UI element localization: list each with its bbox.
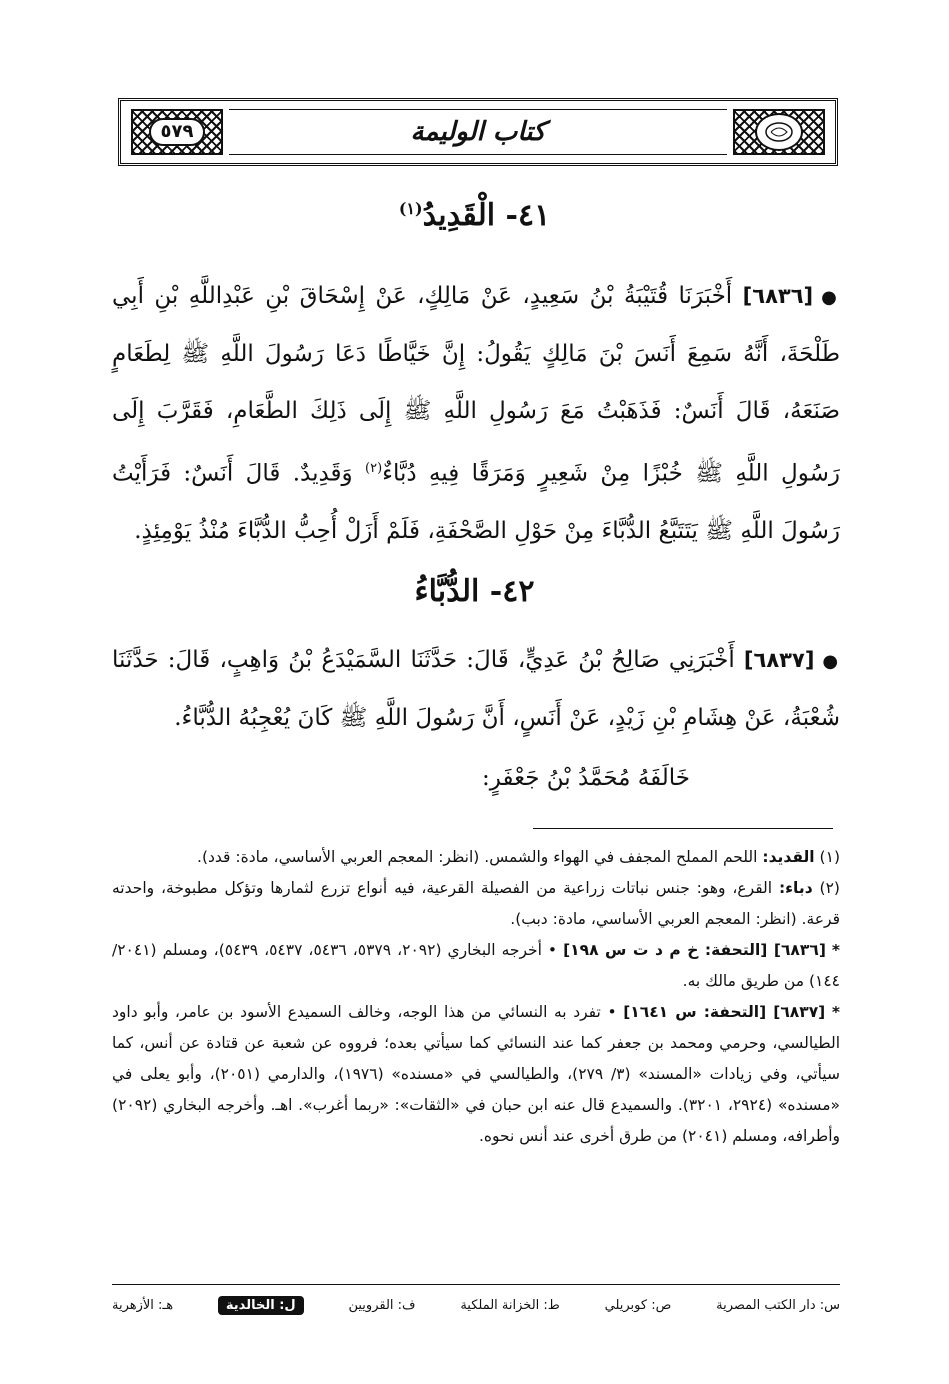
footnote-text: اللحم المملح المجفف في الهواء والشمس. (انظر: المعجم العربي الأساسي، مادة: قدد). [197,848,763,866]
section-heading-text: ٤١- الْقَدِيدُ [422,198,551,233]
page-number: ٥٧٩ [149,118,206,146]
legend-lam: ل: الخالدية [218,1296,304,1315]
section-heading-text: ٤٢- الدُّبَّاءُ [414,574,535,609]
takhrij-text: • تفرد به النسائي من هذا الوجه، وخالف السميدع الأسود بن عامر، وأبو داود الطيالسي، وحرمي ومحمد بن جعفر كما عند النسائي كما سيأتي بعده؛ فرووه عن شعبة عن قتادة عن أنس، كما سيأتي، وفي زيادات «المسند» (٣/ ٢٧٩)، والطيالسي في «مسنده» (١٩٧٦)، والدارمي (٢٠٥١)، وأبو يعلى في «مسنده» (٢٩٢٤، ٣٢٠١). والسميدع قال عنه ابن حبان في «الثقات»: «ربما أغرب». اهـ. وأخرجه البخاري (٢٠٩٢) وأطرافه، ومسلم (٢٠٤١) من طرق أخرى عند أنس نحوه. [112,1003,840,1145]
logo-emblem-icon [764,121,794,143]
section-heading-41 [0,198,949,233]
asterisk-icon: * [831,941,841,959]
legend-s: س: دار الكتب المصرية [716,1298,840,1313]
hadith-text: أَخْبَرَنَا قُتَيْبَةُ بْنُ سَعِيدٍ، عَنْ مَالِكٍ، عَنْ إِسْحَاقَ بْنِ عَبْدِاللَّهِ بْنِ أَبِي طَلْحَةَ، أَنَّهُ سَمِعَ أَنَسَ بْنَ مَالِكٍ يَقُولُ: إِنَّ خَيَّاطًا دَعَا رَسُولَ اللَّهِ ﷺ لِطَعَامٍ صَنَعَهُ، قَالَ أَنَسٌ: فَذَهَبْتُ مَعَ رَسُولِ اللَّهِ ﷺ إِلَى ذَلِكَ الطَّعَامِ، فَقَرَّبَ إِلَى رَسُولِ اللَّهِ ﷺ خُبْزًا مِنْ شَعِيرٍ وَمَرَقًا فِيهِ دُبَّاءٌ [112,283,840,487]
footnote-ref: (١) [398,199,423,218]
closing-line [112,750,840,807]
takhrij-label: [٦٨٣٦] [التحفة: خ م د ت س ١٩٨] [563,941,826,959]
hadith-text: أَخْبَرَنِي صَالِحُ بْنُ عَدِيٍّ، قَالَ: حَدَّثَنَا السَّمَيْدَعُ بْنُ وَاهِبٍ، قَالَ: حَدَّثَنَا شُعْبَةُ، عَنْ هِشَامِ بْنِ زَيْدٍ، عَنْ أَنَسٍ، أَنَّ رَسُولَ اللَّهِ ﷺ كَانَ يُعْجِبُهُ الدُّبَّاءُ. [112,647,840,731]
manuscript-legend [112,1296,840,1315]
footnote-2 [112,873,840,935]
bullet-icon: ● [821,287,840,308]
page-number-ornament [131,109,223,155]
hadith-number: [٦٨٣٧] [743,648,815,672]
hadith-6837 [112,632,840,747]
page-header [118,98,838,166]
footnote-term: القديد: [762,848,815,866]
legend-fa: ف: القرويين [348,1298,416,1313]
bullet-icon: ● [822,651,840,672]
footnote-ref: (٢) [365,461,383,476]
legend-ha: هـ: الأزهرية [112,1298,174,1313]
hadith-6836 [112,268,840,560]
title-band [229,109,727,155]
legend-divider [112,1284,840,1285]
footnotes [112,842,840,1152]
hadith-text-end: وَقَدِيدٌ. قَالَ أَنَسٌ: فَرَأَيْتُ رَسُولَ اللَّهِ ﷺ يَتَتَبَّعُ الدُّبَّاءَ مِنْ حَوْلِ الصَّحْفَةِ، فَلَمْ أَزَلْ أُحِبُّ الدُّبَّاءَ مُنْذُ يَوْمِئِذٍ. [112,460,840,544]
hadith-number: [٦٨٣٦] [742,284,814,308]
asterisk-icon: * [831,1003,840,1021]
section-heading-42 [0,574,949,609]
closing-text: خَالَفَهُ مُحَمَّدُ بْنُ جَعْفَرٍ: [482,765,690,791]
footnote-text: القرع، وهو: جنس نباتات زراعية من الفصيلة القرعية، فيه أنواع تزرع لثمارها وتؤكل مطبوخة، واحدته قرعة. (انظر: المعجم العربي الأساسي، مادة: دبب). [112,879,840,928]
legend-sad: ص: كوبريلي [604,1298,672,1313]
footnote-1 [112,842,840,873]
takhrij-text: • أخرجه البخاري (٢٠٩٢، ٥٣٧٩، ٥٤٣٦، ٥٤٣٧، ٥٤٣٩)، ومسلم (٢٠٤١/ ١٤٤) من طريق مالك به. [112,941,840,990]
book-logo [755,113,803,151]
takhrij-label: [٦٨٣٧] [التحفة: س ١٦٤١] [623,1003,826,1021]
footnote-marker: (١) [819,848,840,866]
takhrij-6836 [112,935,840,997]
logo-ornament [733,109,825,155]
footnote-marker: (٢) [819,879,840,897]
footnote-term: دباء: [778,879,813,897]
footnote-divider [533,828,833,829]
book-title: كتاب الوليمة [410,117,546,147]
legend-ta: ط: الخزانة الملكية [460,1298,560,1313]
takhrij-6837 [112,997,840,1152]
